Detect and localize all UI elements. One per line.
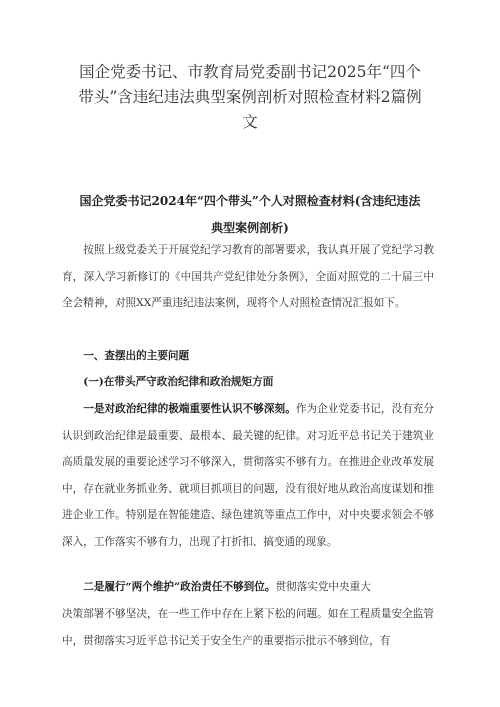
subsection-heading: (一)在带头严守政治纪律和政治规矩方面 [83, 376, 274, 388]
problem-2-body: 贯彻落实党中央重大 [275, 581, 371, 593]
problem-1-body: 作为企业党委书记，没有充分认识到政治纪律是最重要、最根本、最关键的纪律。对习近平总书记关于建筑业高质量发展的重要论述学习不够深入，贯彻落实不够有力。在推进企业改革发展中，存在就业务抓业务、就项目抓项目的问题，没有很好地从政治高度谋划和推进企业工作。特别是在智能建造、绿色建筑等重点工作中，对中央要求领会不够深入，工作落实不够有力，出现了打折扣、搞变通的现象。 [62, 403, 435, 548]
intro-paragraph: 按照上级党委关于开展党纪学习教育的部署要求，我认真开展了党纪学习教育，深入学习新修订的《中国共产党纪律处分条例》，全面对照党的二十届三中全会精神，对照XX严重违纪违法案例，现将个人对照检查情况汇报如下。 [62, 244, 434, 309]
document-subtitle: 国企党委书记2024年“四个带头”个人对照检查材料(含违纪违法典型案例剖析) [79, 194, 421, 235]
problem-paragraph-2 [62, 574, 434, 601]
problem-paragraph-2-continued: 决策部署不够坚决，在一些工作中存在上紧下松的问题。如在工程质量安全监管中，贯彻落实习近平总书记关于安全生产的重要指示批示不够到位，有 [62, 608, 434, 647]
problem-2-lead: 二是履行“两个维护”政治责任不够到位。 [83, 581, 276, 593]
problem-paragraph-1 [62, 396, 434, 555]
section-heading: 一、查摆出的主要问题 [83, 350, 190, 362]
problem-1-lead: 一是对政治纪律的极端重要性认识不够深刻。 [83, 403, 296, 415]
document-title: 国企党委书记、市教育局党委副书记2025年“四个带头”含违纪违法典型案例剖析对照检查材料2篇例文 [78, 63, 422, 131]
